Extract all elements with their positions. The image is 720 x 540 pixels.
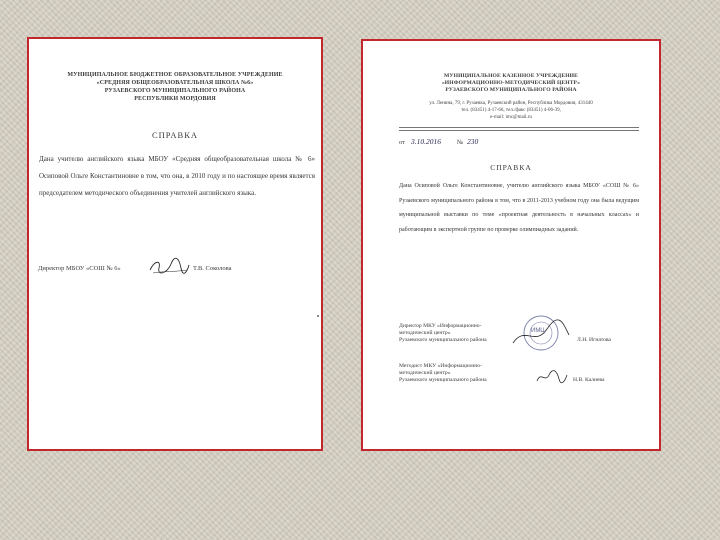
signature1-line-1: Директор МКУ «Информационно- bbox=[399, 323, 482, 329]
address-line-1: ул. Ленина, 79, г. Рузаевка, Рузаевский район, Республика Мордовия, 431440 bbox=[429, 101, 593, 106]
address-line-2: тел. (83451) 4-17-66, тел./факс (83451) 4-06-39, bbox=[461, 108, 561, 113]
address-line-3: e-mail: imc@mail.ru bbox=[490, 115, 532, 120]
scan-speck bbox=[317, 315, 319, 317]
header-divider bbox=[399, 127, 639, 128]
number-prefix: № bbox=[457, 139, 464, 146]
signature1-line-2: методический центр» bbox=[399, 330, 451, 336]
org-header-line-2: «СРЕДНЯЯ ОБЩЕОБРАЗОВАТЕЛЬНАЯ ШКОЛА №6» bbox=[96, 80, 254, 86]
certificate-body-text: Дана Осиповой Ольге Константиновне, учителю английского языка МБОУ «СОШ № 6» Рузаевского муниципального района в том, что в 2011-2013 учебном году она была ведущим муниципальной выставки по теме «проектная деятельность в начальных классах» и работающим в экспертной группе по проверке олимпиадных заданий. bbox=[399, 183, 639, 233]
document-title: СПРАВКА bbox=[490, 163, 532, 172]
org-header-line-1: МУНИЦИПАЛЬНОЕ КАЗЕННОЕ УЧРЕЖДЕНИЕ bbox=[444, 73, 578, 79]
signature2-line-2: методический центр» bbox=[399, 370, 451, 376]
number-value: 230 bbox=[467, 137, 479, 146]
signature2-name: Н.В. Калиева bbox=[573, 377, 605, 383]
signature1-name: Л.Н. Игнатова bbox=[577, 337, 611, 343]
date-prefix: от bbox=[399, 139, 406, 146]
signature2-line-3: Рузаевского муниципального района bbox=[399, 377, 487, 383]
org-header-line-4: РЕСПУБЛИКИ МОРДОВИЯ bbox=[134, 96, 216, 102]
handwritten-signature-2 bbox=[535, 367, 569, 387]
certificate-document-left bbox=[27, 37, 323, 451]
certificate-document-right bbox=[361, 39, 661, 451]
date-value: 3.10.2016 bbox=[411, 137, 441, 146]
org-header-line-3: РУЗАЕВСКОГО МУНИЦИПАЛЬНОГО РАЙОНА bbox=[445, 87, 577, 93]
stamp-label: ИМЦ bbox=[531, 328, 545, 334]
certificate-body-text: Дана учителю английского языка МБОУ «Средняя общеобразовательная школа № 6» Осиповой Ольге Константиновне в том, что она, в 2010 году и по настоящее время является председателем методического объединения учителей английского языка. bbox=[39, 155, 315, 197]
handwritten-signature bbox=[147, 256, 191, 278]
document-title: СПРАВКА bbox=[151, 130, 199, 140]
org-header-line-3: РУЗАЕВСКОГО МУНИЦИПАЛЬНОГО РАЙОНА bbox=[104, 88, 246, 94]
header-divider-thin bbox=[399, 130, 639, 131]
org-header-line-2: «ИНФОРМАЦИОННО-МЕТОДИЧЕСКИЙ ЦЕНТР» bbox=[441, 80, 581, 86]
signature-position: Директор МБОУ «СОШ № 6» bbox=[38, 265, 121, 272]
org-header-line-1: МУНИЦИПАЛЬНОЕ БЮДЖЕТНОЕ ОБРАЗОВАТЕЛЬНОЕ УЧРЕЖДЕНИЕ bbox=[67, 72, 283, 78]
signature1-line-3: Рузаевского муниципального района bbox=[399, 337, 487, 343]
signature2-line-1: Методист МКУ «Информационно- bbox=[399, 363, 482, 369]
signature-name: Т.В. Соколова bbox=[193, 265, 232, 272]
